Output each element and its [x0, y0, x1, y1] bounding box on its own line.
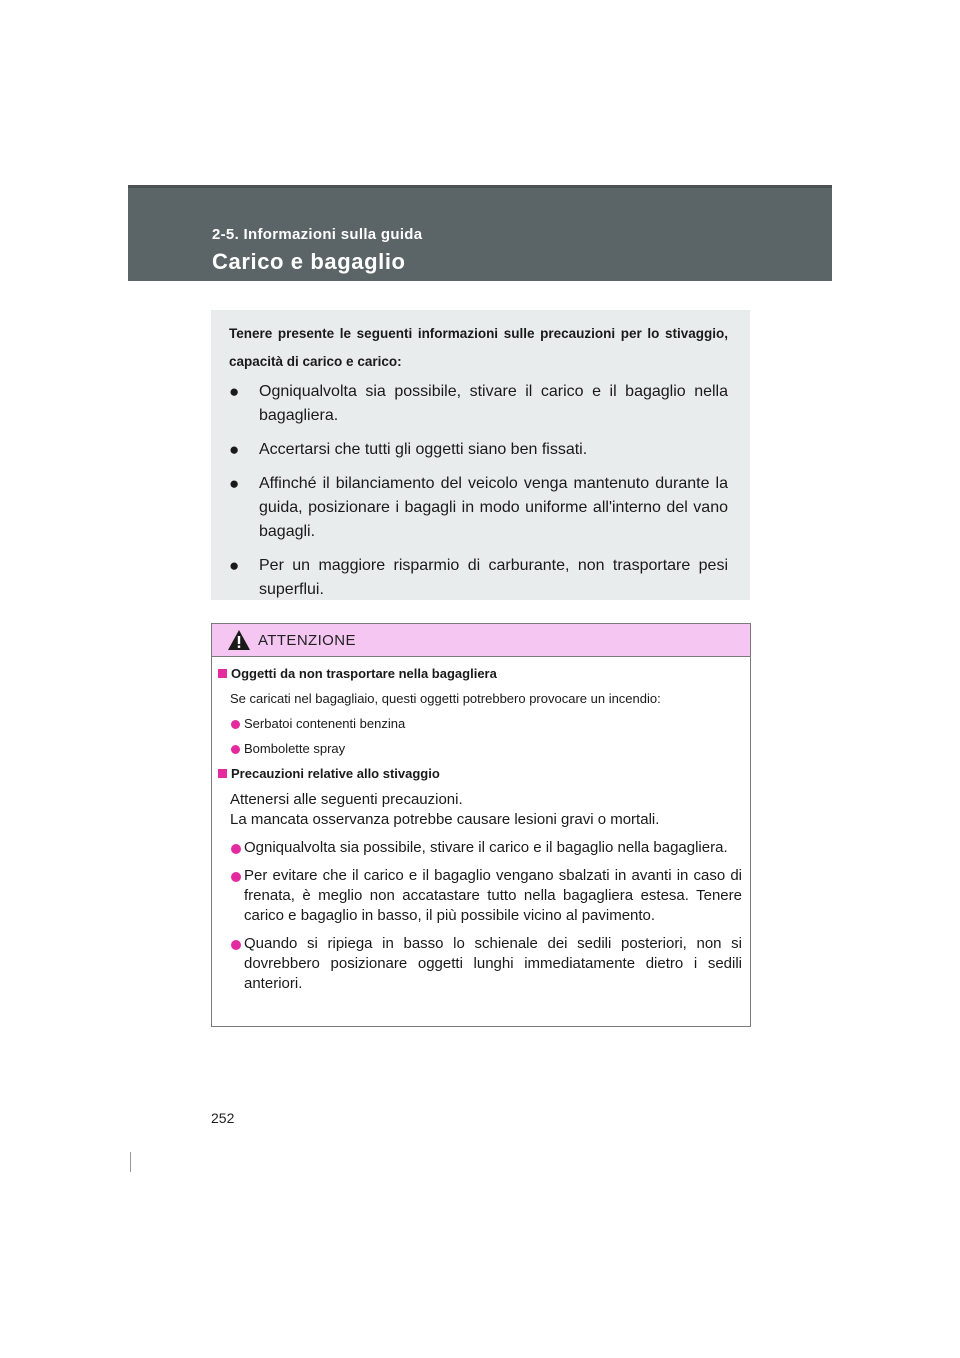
- dot-bullet-icon: [231, 844, 241, 854]
- info-item-text: Affinché il bilanciamento del veicolo venga mantenuto durante la guida, posizionare i bagagli in modo uniforme all'interno del vano bagagli.: [259, 475, 728, 540]
- bullet-icon: ●: [229, 440, 240, 459]
- warning-box: [211, 623, 751, 1027]
- page-number: 252: [211, 1110, 235, 1126]
- section-label: 2-5. Informazioni sulla guida: [212, 226, 423, 243]
- square-bullet-icon: [218, 769, 227, 778]
- warning-bullet: [218, 934, 742, 994]
- dot-bullet-icon: [231, 940, 241, 950]
- info-intro: Tenere presente le seguenti informazioni sulle precauzioni per lo stivaggio, capacità di carico e carico:: [229, 326, 728, 369]
- bullet-icon: ●: [229, 382, 240, 401]
- info-item-text: Accertarsi che tutti gli oggetti siano ben fissati.: [259, 441, 588, 458]
- square-bullet-icon: [218, 669, 227, 678]
- warning-bullet-text: Quando si ripiega in basso lo schienale dei sedili posteriori, non si dovrebbero posizionare oggetti lunghi immediatamente dietro i sedili anteriori.: [244, 935, 742, 992]
- warning-triangle-icon: [227, 629, 251, 651]
- margin-mark: [130, 1152, 131, 1172]
- warning-text: Se caricati nel bagagliaio, questi oggetti potrebbero provocare un incendio:: [230, 691, 661, 706]
- section-header: [128, 185, 832, 281]
- dot-bullet-icon: [231, 720, 240, 729]
- warning-text: [218, 790, 742, 830]
- warning-heading-text: Oggetti da non trasportare nella bagagliera: [231, 666, 497, 681]
- warning-bullet-text: Ogniqualvolta sia possibile, stivare il carico e il bagaglio nella bagagliera.: [244, 839, 728, 856]
- warning-bullet: [218, 866, 742, 926]
- warning-body: [212, 657, 750, 994]
- warning-section-heading: [218, 665, 742, 683]
- warning-title: ATTENZIONE: [258, 632, 356, 649]
- warning-bullet-text: Serbatoi contenenti benzina: [244, 716, 406, 731]
- info-item: [229, 380, 728, 428]
- dot-bullet-icon: [231, 872, 241, 882]
- info-item: [229, 438, 728, 462]
- warning-section-heading: [218, 765, 742, 783]
- info-box: [211, 310, 750, 600]
- warning-bullet-text: Per evitare che il carico e il bagaglio vengano sbalzati in avanti in caso di frenata, è meglio non accatastare tutto nella bagagliera estesa. Tenere carico e bagaglio in basso, il più possibile vicino al pavimento.: [244, 867, 742, 924]
- info-item-text: Per un maggiore risparmio di carburante, non trasportare pesi superflui.: [259, 557, 728, 598]
- warning-bullet-text: Bombolette spray: [244, 741, 346, 756]
- header-rule: [128, 185, 832, 188]
- warning-text-line: La mancata osservanza potrebbe causare lesioni gravi o mortali.: [230, 811, 660, 828]
- warning-header: [212, 624, 750, 657]
- warning-text-line: Attenersi alle seguenti precauzioni.: [230, 791, 463, 808]
- dot-bullet-icon: [231, 745, 240, 754]
- warning-bullet: [218, 838, 742, 858]
- warning-heading-text: Precauzioni relative allo stivaggio: [231, 766, 440, 781]
- info-item-text: Ogniqualvolta sia possibile, stivare il carico e il bagaglio nella bagagliera.: [259, 383, 728, 424]
- warning-bullet: [218, 740, 742, 758]
- bullet-icon: ●: [229, 474, 240, 493]
- page-title: Carico e bagaglio: [212, 249, 406, 274]
- warning-bullet: [218, 715, 742, 733]
- info-item: [229, 472, 728, 544]
- info-item: [229, 554, 728, 602]
- bullet-icon: ●: [229, 556, 240, 575]
